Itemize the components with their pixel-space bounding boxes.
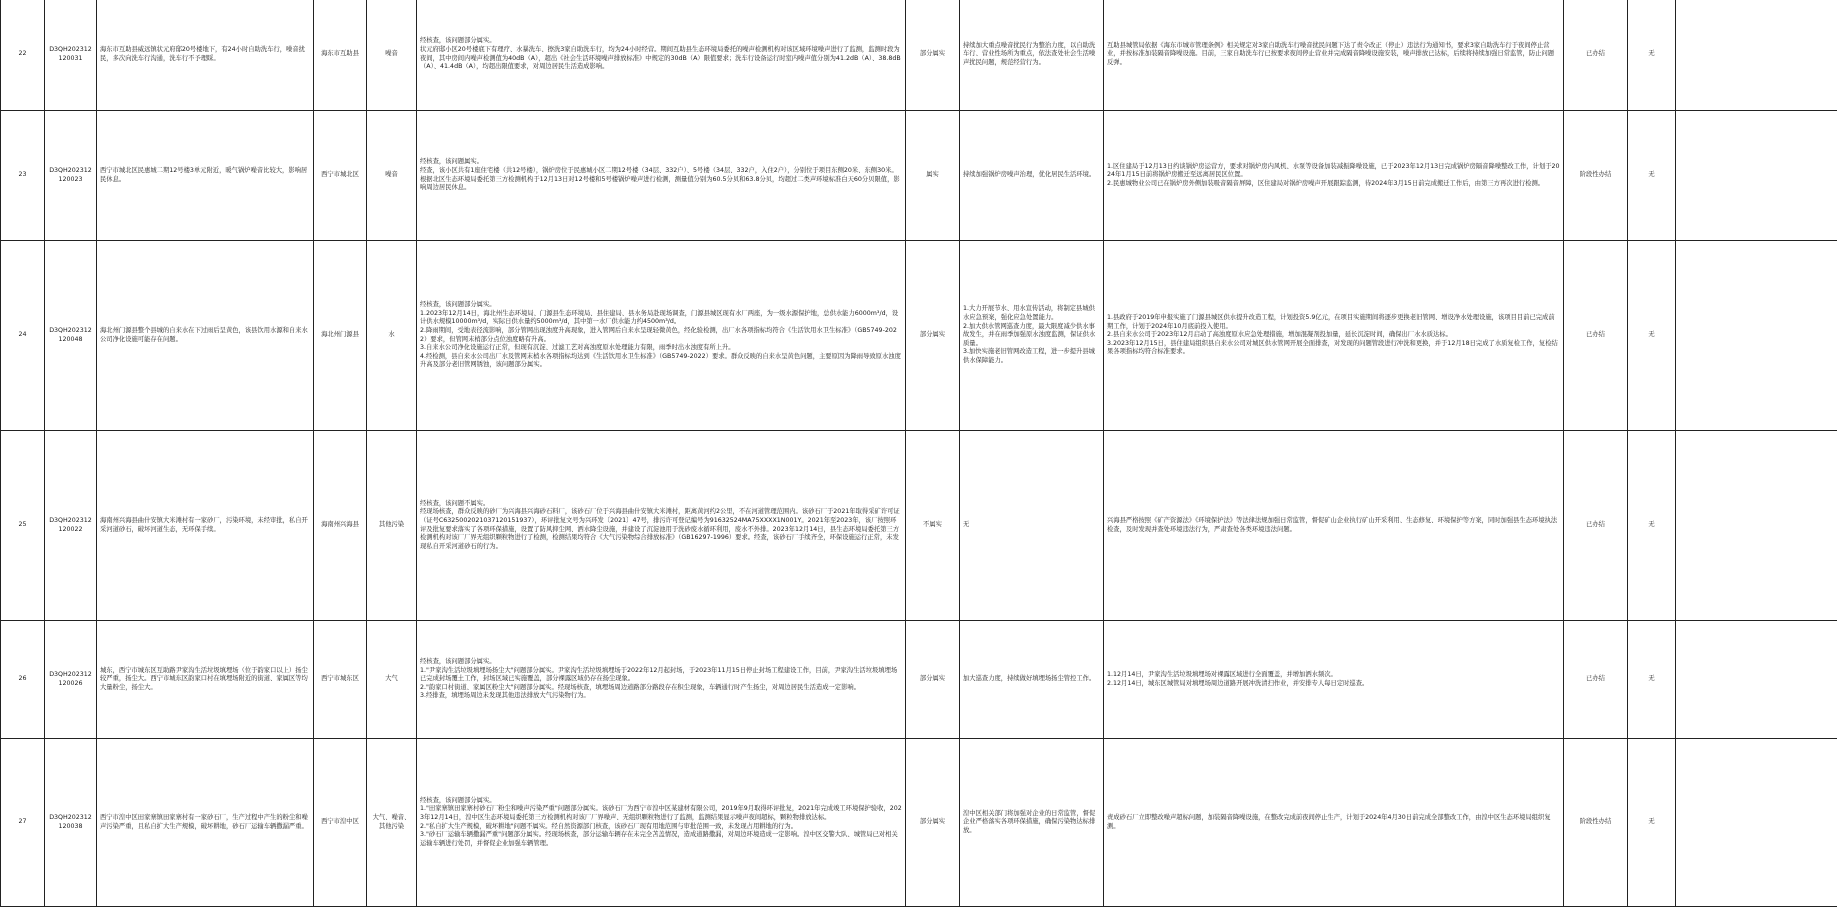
cell-pollution-type[interactable]: 其他污染 [367,431,417,621]
cell-measures[interactable]: 无 [960,431,1104,621]
cell-index[interactable]: 26 [1,621,45,739]
cell-index[interactable]: 27 [1,739,45,907]
cell-index[interactable]: 23 [1,111,45,241]
cell-investigation[interactable]: 经核查，该问题属实。 经查，该小区共有1座住宅楼（共12号楼），锅炉房位于民惠城小区二期12号楼（34层、332户）、5号楼（34层、332户，入住2户），分别位于项目东侧20米、东侧30米。根据北区生态环境局委托第三方检测机构于12月13日对12号楼和5号楼锅炉噪声进行检测，测量值分别为60.5分贝和63.8分贝，均超过二类声环境标准白天60分贝限值，影响周边居民休息。 [417,111,906,241]
cell-region[interactable]: 海东市互助县 [314,0,367,111]
cell-region[interactable]: 海南州兴海县 [314,431,367,621]
cell-region[interactable]: 西宁市城北区 [314,111,367,241]
cell-empty[interactable] [1676,111,1837,241]
cell-status[interactable]: 阶段性办结 [1564,739,1628,907]
cell-index[interactable]: 22 [1,0,45,111]
cell-progress[interactable]: 互助县城管局依据《海东市城市管理条例》相关规定对3家自助洗车行噪音扰民问题下达了责令改正（停止）违法行为通知书，要求3家自助洗车行于夜间停止营业，并按标准加装隔音降噪设施。目前，三家自助洗车行已按要求夜间停止营业并完成隔音降噪设施安装，噪声排放已达标，后续将持续加强日常监管，防止问题反弹。 [1104,0,1564,111]
cell-investigation[interactable]: 经核查，该问题部分属实。 1."尹家沟生活垃圾填埋场扬尘大"问题部分属实。尹家沟生活垃圾填埋场于2022年12月起封场，于2023年11月15日停止封场工程建设工作，目前，尹家沟生活垃圾填埋场已完成封场覆土工作，封场区域已实施覆盖，部分裸露区域仍存在扬尘现象。 2."韵家口村街道、家属区粉尘大"问题部分属实。经现场核查，填埋场周边道路部分路段存在积尘现象，车辆通行时产生扬尘，对周边居民生活造成一定影响。 3.经排查，填埋场周边未发现其他违法排放大气污染物行为。 [417,621,906,739]
table-row[interactable] [1,111,1837,241]
cell-measures[interactable]: 1.大力开展节水、用水宣传活动，将制定县城供水应急预案，强化应急处置能力。 2.加大供水管网巡查力度，最大限度减少供水事故发生，并在雨季加强原水浊度监测，保证供水质量。 3.加快实施老旧管网改造工程，进一步提升县城供水保障能力。 [960,241,1104,431]
cell-pollution-type[interactable]: 大气、噪音、其他污染 [367,739,417,907]
cell-complaint[interactable]: 海北州门源县整个县城的自来水在下过雨后呈黄色，该县饮用水源和自来水公司净化设施可能存在问题。 [97,241,314,431]
cell-pollution-type[interactable]: 噪音 [367,111,417,241]
cell-investigation[interactable]: 经核查，该问题部分属实。 1."田家寨镇田家寨村砂石厂粉尘和噪声污染严重"问题部分属实。该砂石厂为西宁市湟中区某建材有限公司，2019年9月取得环评批复，2021年完成竣工环境保护验收，2023年12月14日，湟中区生态环境局委托第三方检测机构对该厂厂界噪声、无组织颗粒物进行了监测，监测结果显示噪声夜间超标，颗粒物排放达标。 2."私自扩大生产规模，破坏耕地"问题不属实。经自然资源部门核查，该砂石厂现有用地范围与审批范围一致，未发现占用耕地的行为。 3."砂石厂运输车辆撒漏严重"问题部分属实。经现场核查，部分运输车辆存在未完全苫盖情况，造成道路撒漏，对周边环境造成一定影响。湟中区交警大队、城管局已对相关运输车辆进行处罚，并督促企业加强车辆管理。 [417,739,906,907]
cell-case-code[interactable]: D3QH202312120031 [45,0,97,111]
cell-penalty[interactable]: 无 [1628,431,1676,621]
cell-measures[interactable]: 湟中区相关部门将加强对企业的日常监管，督促企业严格落实各项环保措施，确保污染物达标排放。 [960,739,1104,907]
cell-status[interactable]: 已办结 [1564,0,1628,111]
cell-empty[interactable] [1676,0,1837,111]
cell-penalty[interactable]: 无 [1628,739,1676,907]
cell-progress[interactable]: 1.12月14日，尹家沟生活垃圾填埋场对裸露区域进行全面覆盖，并增加洒水频次。 2.12月14日，城东区城管局对填埋场周边道路开展冲洗清扫作业，并安排专人每日定时巡查。 [1104,621,1564,739]
cell-case-code[interactable]: D3QH202312120038 [45,739,97,907]
cell-progress[interactable]: 责成砂石厂立即整改噪声超标问题，加装隔音降噪设施，在整改完成前夜间停止生产，计划于2024年4月30日前完成全部整改工作，由湟中区生态环境局组织复测。 [1104,739,1564,907]
table-row[interactable] [1,621,1837,739]
cell-index[interactable]: 25 [1,431,45,621]
table-row[interactable] [1,241,1837,431]
cell-index[interactable]: 24 [1,241,45,431]
cell-region[interactable]: 海北州门源县 [314,241,367,431]
cell-pollution-type[interactable]: 大气 [367,621,417,739]
cell-case-code[interactable]: D3QH202312120048 [45,241,97,431]
cell-region[interactable]: 西宁市湟中区 [314,739,367,907]
cell-empty[interactable] [1676,241,1837,431]
cell-investigation[interactable]: 经核查，该问题部分属实。 1.2023年12月14日，海北州生态环境局、门源县生态环境局、县住建局、县水务局赴现场调查，门源县城区现有水厂两座，为一级水源保护地，总供水能力6000m³/d，设计供水规模10000m³/d，实际日供水量约5000m³/d，其中第一水厂供水能力约4500m³/d。 2.降雨期间，受地表径流影响，部分管网出现浊度升高现象，进入管网后自来水呈现轻微黄色，经化验检测，出厂水各项指标均符合《生活饮用水卫生标准》（GB5749-2022）要求，但管网末梢部分点位浊度略有升高。 3.自来水公司净化设施运行正常，但现有沉淀、过滤工艺对高浊度原水处理能力有限，雨季时出水浊度有所上升。 4.经检测，县自来水公司出厂水及管网末梢水各项指标均达到《生活饮用水卫生标准》（GB5749-2022）要求。群众反映的自来水呈黄色问题，主要原因为降雨导致原水浊度升高及部分老旧管网锈蚀，该问题部分属实。 [417,241,906,431]
cell-empty[interactable] [1676,621,1837,739]
cell-penalty[interactable]: 无 [1628,241,1676,431]
cell-truth[interactable]: 部分属实 [906,241,960,431]
cell-complaint[interactable]: 西宁市城北区民惠城二期12号楼3单元附近，暖气锅炉噪音比较大，影响居民休息。 [97,111,314,241]
cell-truth[interactable]: 部分属实 [906,739,960,907]
cell-pollution-type[interactable]: 水 [367,241,417,431]
cell-complaint[interactable]: 海东市互助县威远镇状元府邸20号楼地下，有24小时自助洗车行，噪音扰民，多次向洗车行沟通，洗车行不予理睬。 [97,0,314,111]
cell-case-code[interactable]: D3QH202312120023 [45,111,97,241]
cell-region[interactable]: 西宁市城东区 [314,621,367,739]
cell-progress[interactable]: 1.区住建局于12月13日约谈锅炉房运营方，要求对锅炉房内风机、水泵等设备加装减振降噪设施，已于2023年12月13日完成锅炉房隔音降噪整改工作，计划于2024年1月15日前将锅炉房搬迁至远离居民区位置。 2.民惠城物业公司已在锅炉房外侧加装吸音隔音屏障，区住建局对锅炉房噪声开展跟踪监测，待2024年3月15日前完成搬迁工作后，由第三方再次进行检测。 [1104,111,1564,241]
cell-case-code[interactable]: D3QH202312120026 [45,621,97,739]
cell-truth[interactable]: 部分属实 [906,0,960,111]
cell-truth[interactable]: 部分属实 [906,621,960,739]
cell-investigation[interactable]: 经核查，该问题部分属实。 状元府邸小区20号楼底下有理疗、水暴洗车、擦洗3家自助洗车行，均为24小时经营。期间互助县生态环境局委托的噪声检测机构对该区域环境噪声进行了监测，监测时段为夜间，其中房间内噪声检测值为40dB（A），超出《社会生活环境噪声排放标准》中规定的30dB（A）限值要求；洗车行设备运行时室内噪声值分别为41.2dB（A）、38.8dB（A）、41.4dB（A），均超出限值要求，对周边居民生活造成影响。 [417,0,906,111]
table-row[interactable] [1,0,1837,111]
cell-complaint[interactable]: 城东，西宁市城东区互助路尹家沟生活垃圾填埋场（位于韵家口以上）扬尘较严重，扬尘大。西宁市城东区韵家口村在填埋场附近的街道、家属区等均大量粉尘，扬尘大。 [97,621,314,739]
cell-progress[interactable]: 兴海县严格按照《矿产资源法》《环境保护法》等法律法规加强日常监管，督促矿山企业执行矿山开采利用、生态修复、环境保护等方案，同时加强县生态环境执法检查，及时发现并查处环境违法行为，严肃查处各类环境违法问题。 [1104,431,1564,621]
cell-status[interactable]: 阶段性办结 [1564,111,1628,241]
cell-empty[interactable] [1676,431,1837,621]
cell-investigation[interactable]: 经核查，该问题不属实。 经现场核查，群众反映的砂厂为兴海县兴海砂石料厂，该砂石厂位于兴海县曲什安镇大米滩村，距离黄河约2公里，不在河道管理范围内。该砂石厂于2021年取得采矿许可证（证号C6325002021037120151937），环评批复文号为兴环发〔2021〕47号，排污许可登记编号为91632524MA75XXXX1N001Y。2021年至2023年，该厂按照环评及批复要求落实了各项环保措施，设置了防风抑尘网、洒水降尘设施，并建设了沉淀池用于洗砂废水循环利用，废水不外排。2023年12月14日，县生态环境局委托第三方检测机构对该厂厂界无组织颗粒物进行了检测，检测结果均符合《大气污染物综合排放标准》（GB16297-1996）要求。经查，该砂石厂手续齐全，环保设施运行正常，未发现私自开采河道砂石的行为。 [417,431,906,621]
cell-case-code[interactable]: D3QH202312120022 [45,431,97,621]
cell-status[interactable]: 已办结 [1564,621,1628,739]
cell-penalty[interactable]: 无 [1628,0,1676,111]
cell-measures[interactable]: 持续加大重点噪音扰民行为整治力度，以自助洗车行、营业性场所为重点，依法查处社会生活噪声扰民问题，规范经营行为。 [960,0,1104,111]
cell-status[interactable]: 已办结 [1564,431,1628,621]
cell-pollution-type[interactable]: 噪音 [367,0,417,111]
cell-status[interactable]: 已办结 [1564,241,1628,431]
table-row[interactable] [1,739,1837,907]
cell-complaint[interactable]: 海南州兴海县曲什安镇大米滩村有一家砂厂，污染环境，未经审批，私自开采河道砂石，破坏河道生态，无环保手续。 [97,431,314,621]
cell-penalty[interactable]: 无 [1628,621,1676,739]
cell-truth[interactable]: 属实 [906,111,960,241]
cell-penalty[interactable]: 无 [1628,111,1676,241]
cell-measures[interactable]: 加大巡查力度，持续做好填埋场扬尘管控工作。 [960,621,1104,739]
cell-truth[interactable]: 不属实 [906,431,960,621]
table-row[interactable] [1,431,1837,621]
cell-empty[interactable] [1676,739,1837,907]
cell-complaint[interactable]: 西宁市湟中区田家寨镇田家寨村有一家砂石厂，生产过程中产生的粉尘和噪声污染严重，且私自扩大生产规模，破坏耕地，砂石厂运输车辆撒漏严重。 [97,739,314,907]
cell-progress[interactable]: 1.县政府于2019年申报实施了门源县城区供水提升改造工程，计划投资5.9亿元，在项目实施期间将逐步更换老旧管网、增设净水处理设施，该项目目前已完成前期工作，计划于2024年10月底前投入使用。 2.县自来水公司于2023年12月启动了高浊度原水应急处理措施，增加混凝剂投加量，延长沉淀时间，确保出厂水水质达标。 3.2023年12月15日，县住建局组织县自来水公司对城区供水管网开展全面排查，对发现的问题管段进行冲洗和更换，并于12月18日完成了水质复检工作，复检结果各项指标均符合标准要求。 [1104,241,1564,431]
cell-measures[interactable]: 持续加强锅炉房噪声治理，优化居民生活环境。 [960,111,1104,241]
